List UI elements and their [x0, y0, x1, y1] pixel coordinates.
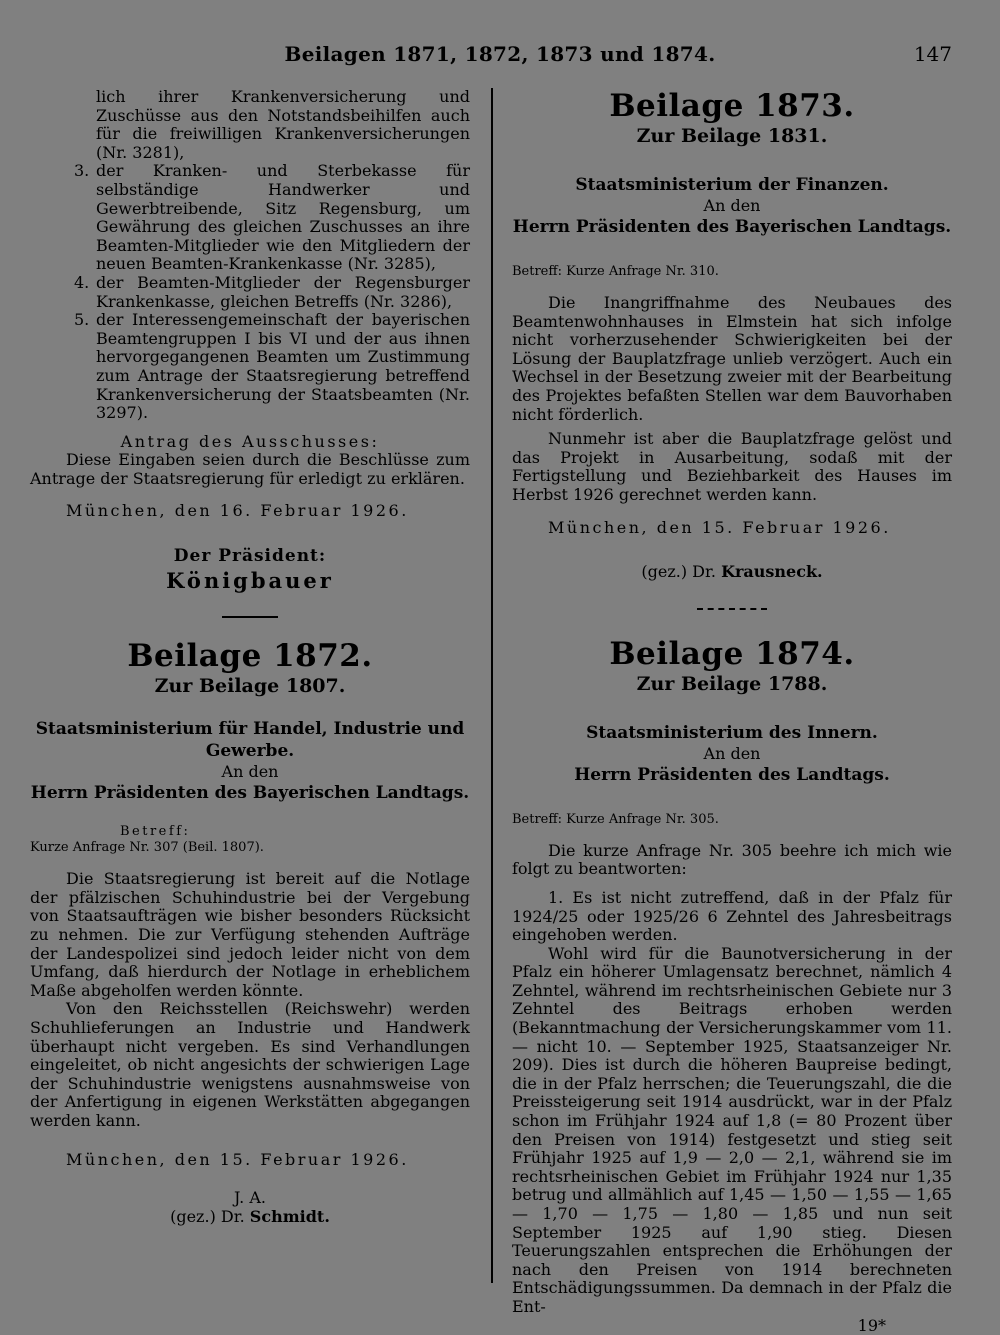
list-item: [30, 274, 470, 311]
list-item-text: der Kranken- und Sterbekasse für selbständige Handwerker und Gewerbtreibende, Sitz Regensburg, um Gewährung des gleichen Zuschusses an ihre Beamten-Mitglieder wie den Mitgliedern der neuen Beamten-Krankenkasse (Nr. 3285),: [96, 161, 470, 274]
ia-line: J. A.: [234, 1188, 266, 1208]
signature-line: [512, 563, 952, 582]
continued-item-text: lich ihrer Krankenversicherung und Zuschüsse aus den Notstandsbeihilfen auch für die freiwilligen Krankenversicherungen (Nr. 3281),: [96, 87, 470, 162]
president-name: Königbauer: [166, 567, 334, 593]
address-line: An den: [221, 762, 279, 782]
body-paragraph: Die Staatsregierung ist bereit auf die Notlage der pfälzischen Schuhindustrie bei der Vergebung von Staatsaufträgen wie bisher besonders Rücksicht zu nehmen. Die zur Verfügung stehenden Aufträge der Landespolizei sind jedoch leider nicht von dem Umfang, daß hierdurch der Notlage in erheblichem Maße abgeholfen werden könnte.: [30, 869, 470, 1000]
date-line: München, den 15. Februar 1926.: [548, 517, 891, 537]
column-divider: [491, 88, 493, 1283]
body-paragraph: Nunmehr ist aber die Bauplatzfrage gelöst und das Projekt in Ausarbeitung, sodaß mit der Fertigstellung und Beziehbarkeit des Hauses im Herbst 1926 gerechnet werden kann.: [512, 429, 952, 504]
running-title: Beilagen 1871, 1872, 1873 und 1874.: [284, 42, 716, 66]
signature-prefix: (gez.) Dr.: [641, 562, 716, 582]
list-item-text: der Beamten-Mitglieder der Regensburger Krankenkasse, gleichen Betreffs (Nr. 3286),: [96, 272, 470, 311]
president-label: Der Präsident:: [173, 546, 327, 567]
beilage-title: Beilage 1872.: [127, 638, 373, 675]
beilage-subtitle: Zur Beilage 1807.: [154, 675, 346, 698]
list-item-text: der Interessengemeinschaft der bayerischen Beamtengruppen I bis VI und der aus ihnen hervorgegangenen Beamten um Zustimmung zum Antrage der Staatsregierung betreffend Krankenversicherung der Staatsbeamten (Nr. 3297).: [96, 310, 470, 423]
address-line: An den: [703, 196, 761, 215]
betreff-line: Betreff: Kurze Anfrage Nr. 305.: [512, 811, 719, 827]
list-item-number: 5.: [74, 310, 90, 330]
right-column: [512, 88, 952, 1335]
list-item-number: 3.: [74, 161, 90, 181]
beilage-title: Beilage 1874.: [609, 635, 855, 672]
date-line: München, den 16. Februar 1926.: [66, 501, 409, 521]
ministry-heading: Staatsministerium des Innern.: [586, 722, 878, 743]
address-line: An den: [703, 743, 761, 763]
beilage-title: Beilage 1873.: [609, 88, 855, 124]
antrag-text: Diese Eingaben seien durch die Beschlüsse zum Antrage der Staatsregierung für erledigt zu erklären.: [30, 450, 470, 488]
ministry-heading: Staatsministerium der Finanzen.: [575, 175, 889, 195]
left-column: [30, 88, 470, 1226]
betreff-text: Kurze Anfrage Nr. 307 (Beil. 1807).: [30, 840, 264, 856]
body-paragraph: Die Inangriffnahme des Neubaues des Beamtenwohnhauses in Elmstein hat sich infolge nicht vorherzusehender Schwierigkeiten bei der Lösung der Bauplatzfrage unlieb verzögert. Auch ein Wechsel in der Besetzung zweier mit der Bearbeitung des Projektes befaßten Stellen war dem Bauvorhaben nicht förderlich.: [512, 293, 952, 424]
recipient-line: Herrn Präsidenten des Bayerischen Landtags.: [512, 217, 952, 237]
recipient-line: Herrn Präsidenten des Bayerischen Landtags.: [30, 783, 470, 804]
signature-prefix: (gez.) Dr.: [170, 1206, 245, 1226]
body-paragraph: Die kurze Anfrage Nr. 305 beehre ich mich wie folgt zu beantworten:: [512, 840, 952, 879]
signature-line: [30, 1208, 470, 1227]
list-item-number: 4.: [74, 272, 90, 292]
betreff-line: Betreff: Kurze Anfrage Nr. 310.: [512, 264, 719, 279]
body-paragraph: Von den Reichsstellen (Reichswehr) werden Schuhlieferungen an Industrie und Handwerk überhaupt nicht vergeben. Es sind Verhandlungen eingeleitet, ob nicht angesichts der schwierigen Lage der Schuhindustrie wenigstens ausnahmsweise von der Anfertigung in eigenen Werkstätten abgegangen werden kann.: [30, 999, 470, 1130]
signature-name: Schmidt.: [249, 1206, 330, 1226]
signature-mark: 19*: [857, 1315, 886, 1335]
betreff-label: Betreff:: [120, 824, 191, 840]
beilage-subtitle: Zur Beilage 1788.: [636, 672, 828, 695]
recipient-line: Herrn Präsidenten des Landtags.: [574, 764, 890, 785]
list-item: [30, 311, 470, 423]
signature-name: Krausneck.: [721, 562, 823, 582]
body-paragraph: 1. Es ist nicht zutreffend, daß in der Pfalz für 1924/25 oder 1925/26 6 Zehntel des Jahresbeitrags eingehoben werden.: [512, 887, 952, 945]
beilage-subtitle: Zur Beilage 1831.: [636, 125, 828, 147]
list-item: [30, 162, 470, 274]
date-line: München, den 15. Februar 1926.: [66, 1149, 409, 1169]
body-paragraph: Wohl wird für die Baunotversicherung in der Pfalz ein höherer Umlagensatz berechnet, nämlich 4 Zehntel, während im rechtsrheinischen Gebiete nur 3 Zehntel des Beitrags erhoben werden (Bekanntmachung der Versicherungskammer vom 11. — nicht 10. — September 1925, Staatsanzeiger Nr. 209). Dies ist durch die höheren Baupreise bedingt, die in der Pfalz herrschen; die Teuerungszahl, die die Preissteigerung seit 1914 ausdrückt, war in der Pfalz schon im Frühjahr 1924 auf 1,8 (= 80 Prozent über den Preisen von 1914) festgesetzt und stieg seit Frühjahr 1925 auf 1,9 — 2,0 — 2,1, während sie im rechtsrheinischen Gebiet im Frühjahr 1924 nur 1,35 betrug und allmählich auf 1,45 — 1,50 — 1,55 — 1,65 — 1,70 — 1,75 — 1,80 — 1,85 und nun seit September 1925 auf 1,90 stieg. Diesen Teuerungszahlen entsprechen die Erhöhungen der nach den Preisen von 1914 berechneten Entschädigungssummen. Da demnach in der Pfalz die Ent-: [512, 943, 952, 1316]
running-head: [0, 42, 1000, 70]
page-number: 147: [913, 42, 952, 66]
antrag-heading: Antrag des Ausschusses:: [120, 431, 380, 451]
ministry-heading: Staatsministerium für Handel, Industrie und Gewerbe.: [35, 719, 465, 762]
